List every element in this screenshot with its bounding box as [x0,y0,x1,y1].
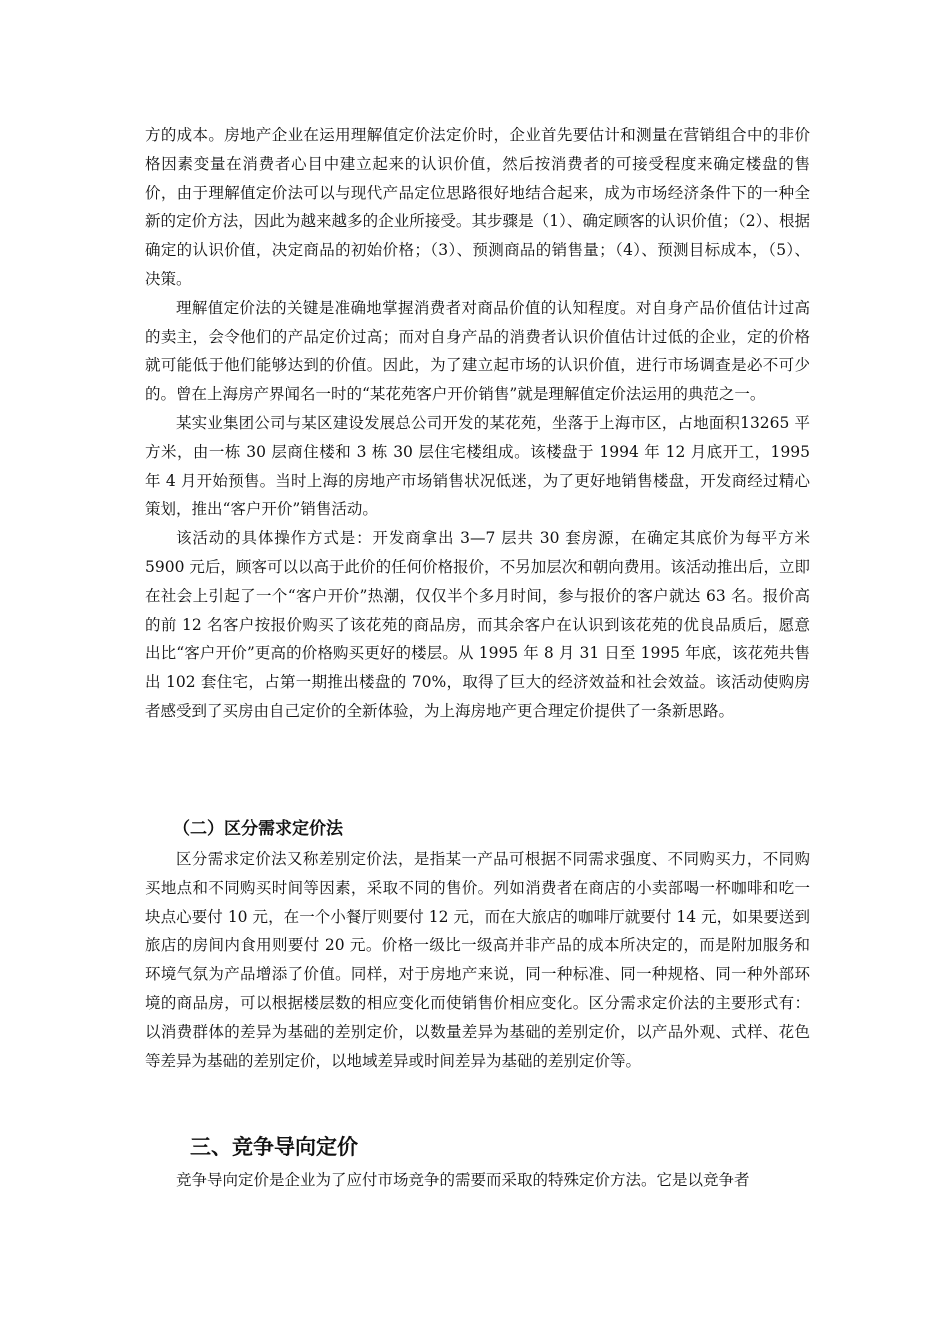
body-text-block-middle [145,845,810,1075]
paragraph-case-operation: 该活动的具体操作方式是：开发商拿出 3—7 层共 30 套房源，在确定其底价为每平方米 5900 元后，顾客可以以高于此价的任何价格报价，不另加层次和朝向费用。该活动推出后，立即在社会上引起了一个“客户开价”热潮，仅仅半个多月时间，参与报价的客户就达 63 名。报价高的前 12 名客户按报价购买了该花苑的商品房，而其余客户在认识到该花苑的优良品质后，愿意出比“客户开价”更高的价格购买更好的楼层。从 1995 年 8 月 31 日至 1995 年底，该花苑共售出 102 套住宅，占第一期推出楼盘的 70%，取得了巨大的经济效益和社会效益。该活动使购房者感受到了买房由自己定价的全新体验，为上海房地产更合理定价提供了一条新思路。 [145,529,810,720]
paragraph-understanding-value-key: 理解值定价法的关键是准确地掌握消费者对商品价值的认知程度。对自身产品价值估计过高的卖主，会令他们的产品定价过高；而对自身产品的消费者认识价值估计过低的企业，定的价格就可能低于他们能够达到的价值。因此，为了建立起市场的认识价值，进行市场调查是必不可少的。曾在上海房产界闻名一时的“某花苑客户开价销售”就是理解值定价法运用的典范之一。 [145,298,810,404]
subheading-differential-pricing: （二）区分需求定价法 [173,819,343,839]
paragraph-competition-pricing: 竞争导向定价是企业为了应付市场竞争的需要而采取的特殊定价方法。它是以竞争者 [176,1171,750,1189]
body-text-block-top [145,121,810,726]
paragraph-differential-pricing: 区分需求定价法又称差别定价法，是指某一产品可根据不同需求强度、不同购买力，不同购买地点和不同购买时间等因素，采取不同的售价。列如消费者在商店的小卖部喝一杯咖啡和吃一块点心要付 10 元，在一个小餐厅则要付 12 元，而在大旅店的咖啡厅就要付 14 元，如果要送到旅店的房间内食用则要付 20 元。价格一级比一级高并非产品的成本所决定的，而是附加服务和环境气氛为产品增添了价值。同样，对于房地产来说，同一种标准、同一种规格、同一种外部环境的商品房，可以根据楼层数的相应变化而使销售价相应变化。区分需求定价法的主要形式有：以消费群体的差异为基础的差别定价，以数量差异为基础的差别定价，以产品外观、式样、花色等差异为基础的差别定价，以地域差异或时间差异为基础的差别定价等。 [145,850,810,1070]
paragraph-continuation: 方的成本。房地产企业在运用理解值定价法定价时，企业首先要估计和测量在营销组合中的非价格因素变量在消费者心目中建立起来的认识价值，然后按消费者的可接受程度来确定楼盘的售价，由于理解值定价法可以与现代产品定位思路很好地结合起来，成为市场经济条件下的一种全新的定价方法，因此为越来越多的企业所接受。其步骤是（1）、确定顾客的认识价值；（2）、根据确定的认识价值，决定商品的初始价格；（3）、预测商品的销售量；（4）、预测目标成本，（5）、决策。 [145,126,810,288]
paragraph-case-intro: 某实业集团公司与某区建设发展总公司开发的某花苑，坐落于上海市区，占地面积13265 平方米，由一栋 30 层商住楼和 3 栋 30 层住宅楼组成。该楼盘于 1994 年 12 月底开工，1995 年 4 月开始预售。当时上海的房地产市场销售状况低迷，为了更好地销售楼盘，开发商经过精心策划，推出“客户开价”销售活动。 [145,413,810,519]
body-text-block-bottom [145,1166,810,1195]
section-heading-competition-pricing: 三、竞争导向定价 [190,1134,358,1159]
